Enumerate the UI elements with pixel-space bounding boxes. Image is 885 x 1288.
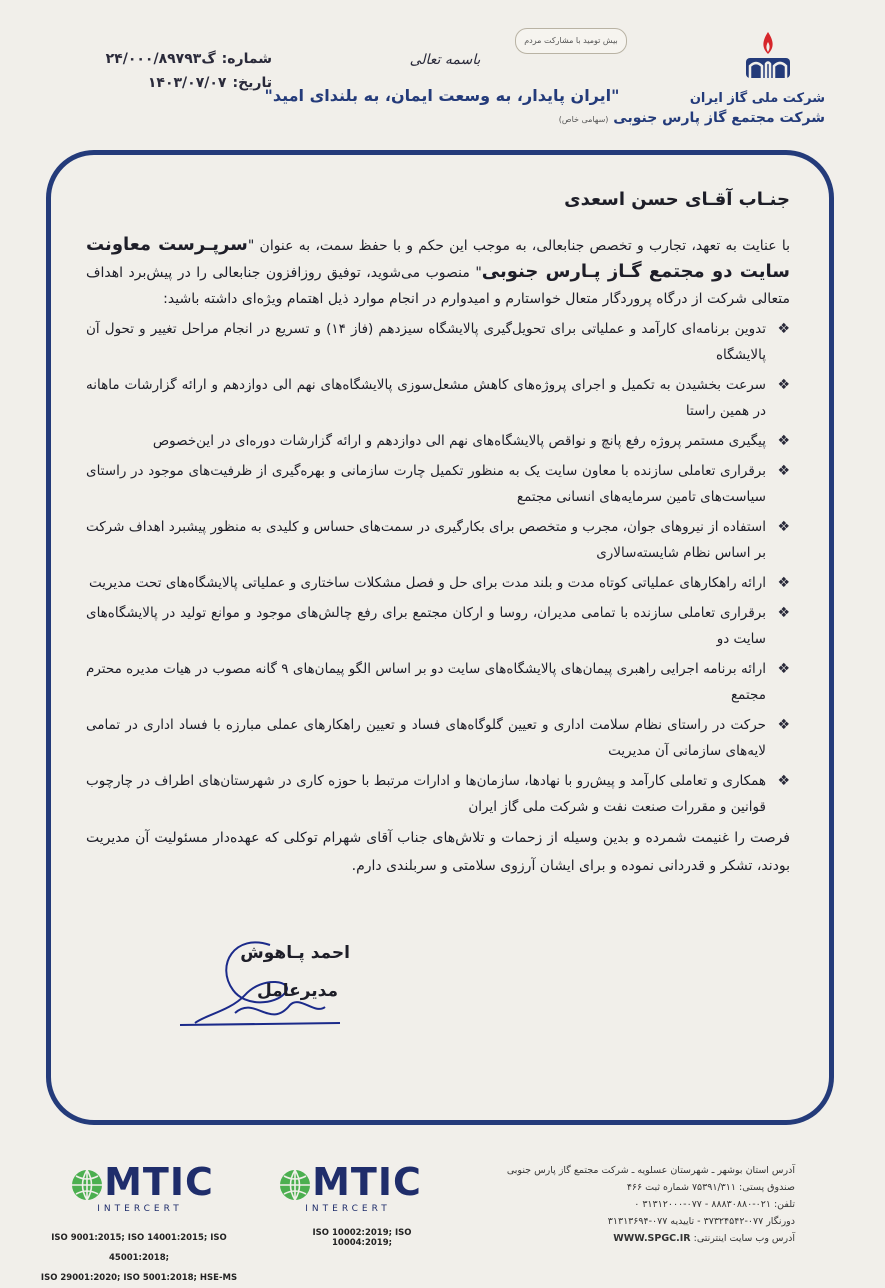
website-line (465, 1230, 795, 1247)
list-item: ❖ سرعت بخشیدن به تکمیل و اجرای پروژه‌های کاهش مشعل‌سوزی پالایشگاه‌های نهم الی دوازدهم و ارائه گزارشات ماهانه در همین راستا (86, 372, 790, 424)
diamond-bullet-icon: ❖ (777, 717, 790, 733)
web-label: آدرس وب سایت اینترنتی: (693, 1233, 795, 1244)
date-label: تاریخ: (232, 75, 272, 91)
cert-brand: MTIC (50, 1160, 230, 1204)
web-url: WWW.SPGC.IR (613, 1233, 691, 1244)
list-item: ❖ پیگیری مستمر پروژه رفع پانچ و نواقص پالایشگاه‌های نهم الی دوازدهم و ارائه گزارشات دوره‌ای در این‌خصوص (86, 428, 790, 454)
iso-line: ISO 9001:2015; ISO 14001:2015; ISO 45001:2018; (51, 1233, 227, 1263)
signer-title: مدیرعامل (257, 981, 338, 1001)
list-item: ❖ همکاری و تعاملی کارآمد و پیش‌رو با نهادها، سازمان‌ها و ادارات مرتبط با حوزه کاری در شهرستان‌های اطراف در چارچوب قوانین و مقررات صنعت نفت و شرکت ملی گاز ایران (86, 768, 790, 820)
diamond-bullet-icon: ❖ (777, 377, 790, 393)
address-line: تلفن: ۰۲۱-۸۸۸۳۰۸۸۰ - ۰۷۷-۳۱۳۱۲۰۰۰ ۰ (634, 1199, 795, 1210)
flame-logo-icon (740, 28, 796, 86)
signer-name: احمد پـاهوش (240, 943, 350, 963)
closing-paragraph: فرصت را غنیمت شمرده و بدین وسیله از زحمات و تلاش‌های جناب آقای شهرام توکلی که عهده‌دار مسئولیت آن مدیریت بودند، تشکر و قدردانی نموده و برای ایشان آرزوی سلامتی و سربلندی دارم. (86, 830, 790, 874)
address-line: آدرس استان بوشهر ـ شهرستان عسلویه ـ شرکت مجتمع گاز پارس جنوبی (506, 1165, 795, 1176)
signature-block (175, 935, 360, 1035)
diamond-bullet-icon: ❖ (777, 575, 790, 591)
list-item: ❖ حرکت در راستای نظام سلامت اداری و تعیین گلوگاه‌های فساد و تعیین راهکارهای عملی مبارزه با فساد اداری در تمامی لایه‌های سازمانی آن مدیریت (86, 712, 790, 764)
letter-meta (82, 47, 272, 95)
list-item: ❖ ارائه برنامه اجرایی راهبری پیمان‌های پالایشگاه‌های سایت دو بر اساس الگو پیمان‌های ۹ گانه مصوب در هیات مدیره محترم مجتمع (86, 656, 790, 708)
iso-standards-mid: ISO 10002:2019; ISO 10004:2019; (312, 1228, 412, 1248)
addressee: جنـاب آقـای حسن اسعدی (564, 189, 790, 210)
intro-part2: " منصوب می‌شوید، توفیق روزافزون جنابعالی را در پیش‌برد اهداف متعالی شرکت از درگاه پروردگار متعال خواستارم و امیدوارم در انجام موارد ذیل اهتمام ویژه‌ای داشته باشید: (86, 265, 790, 307)
slogan: "ایران پایدار، به وسعت ایمان، به بلندای امید" (264, 86, 620, 105)
diamond-bullet-icon: ❖ (777, 661, 790, 677)
diamond-bullet-icon: ❖ (777, 773, 790, 789)
iso-line: ISO 29001:2020; ISO 5001:2018; HSE-MS (40, 1273, 238, 1283)
list-item: ❖ استفاده از نیروهای جوان، مجرب و متخصص برای بکارگیری در سمت‌های حساس و کلیدی به منظور پیشبرد اهداف شرکت بر اساس نظام شایسته‌سالاری (86, 514, 790, 566)
list-item: ❖ تدوین برنامه‌ای کارآمد و عملیاتی برای تحویل‌گیری پالایشگاه سیزدهم (فاز ۱۴) و تسریع در انجام مراحل تغییر و تحول آن پالایشگاه (86, 316, 790, 368)
diamond-bullet-icon: ❖ (777, 463, 790, 479)
cert-brand: MTIC (258, 1160, 438, 1204)
address-line: صندوق پستی: ۷۵۳۹۱/۳۱۱ شماره ثبت ۴۶۶ (626, 1182, 795, 1193)
address-line: دورنگار ۰۷۷-۳۷۳۲۴۵۴۲ - تاییدیه ۰۷۷-۳۱۳۱۳۶۹۴ (607, 1216, 795, 1227)
cert-sub: INTERCERT (97, 1204, 183, 1214)
letter-body (66, 180, 818, 880)
mtic-cert-logo (50, 1160, 230, 1214)
diamond-bullet-icon: ❖ (777, 519, 790, 535)
company-line2-text: شرکت مجتمع گاز پارس جنوبی (613, 110, 825, 126)
bismillah: باسمه تعالی (409, 52, 481, 68)
intro-part1: با عنایت به تعهد، تجارب و تخصص جنابعالی، به موجب این حکم و با حفظ سمت، به عنوان " (247, 238, 790, 254)
nigc-logo (733, 28, 803, 90)
mtic-cert-logo (258, 1160, 438, 1214)
intro-highlight: سرپـرست معاونت سایت دو مجتمع گـاز پـارس جنوبی (86, 234, 790, 282)
list-item: ❖ برقراری تعاملی سازنده با معاون سایت یک به منظور تکمیل چارت سازمانی و بهره‌گیری از ظرفیت‌های موجود در راستای سیاست‌های تامین سرمایه‌های انسانی مجتمع (86, 458, 790, 510)
cert-sub: INTERCERT (305, 1204, 391, 1214)
number-label: شماره: (221, 51, 272, 67)
company-type: (سهامی خاص) (558, 115, 609, 124)
ribbon-badge: بیش تومید با مشارکت مردم (515, 28, 627, 54)
letter-date-row (82, 71, 272, 95)
iso-standards-left (28, 1228, 250, 1288)
diamond-bullet-icon: ❖ (777, 433, 790, 449)
diamond-bullet-icon: ❖ (777, 321, 790, 337)
list-item: ❖ برقراری تعاملی سازنده با تمامی مدیران، روسا و ارکان مجتمع برای رفع چالش‌های موجود و موانع تولید در پالایشگاه‌های سایت دو (86, 600, 790, 652)
company-line1: شرکت ملی گاز ایران (689, 91, 825, 106)
company-line2 (559, 108, 825, 130)
intro-paragraph (66, 232, 818, 312)
globe-icon (70, 1168, 104, 1202)
list-item: ❖ ارائه راهکارهای عملیاتی کوتاه مدت و بلند مدت برای حل و فصل مشکلات ساختاری و عملیاتی پالایشگاه‌های تحت مدیریت (86, 570, 790, 596)
letter-number-row (82, 47, 272, 71)
number-value: گ۲۴/۰۰۰/۸۹۷۹۳ (105, 51, 216, 67)
directive-list (66, 316, 818, 820)
globe-icon (278, 1168, 312, 1202)
diamond-bullet-icon: ❖ (777, 605, 790, 621)
footer-address (465, 1162, 795, 1247)
date-value: ۱۴۰۳/۰۷/۰۷ (147, 75, 227, 91)
